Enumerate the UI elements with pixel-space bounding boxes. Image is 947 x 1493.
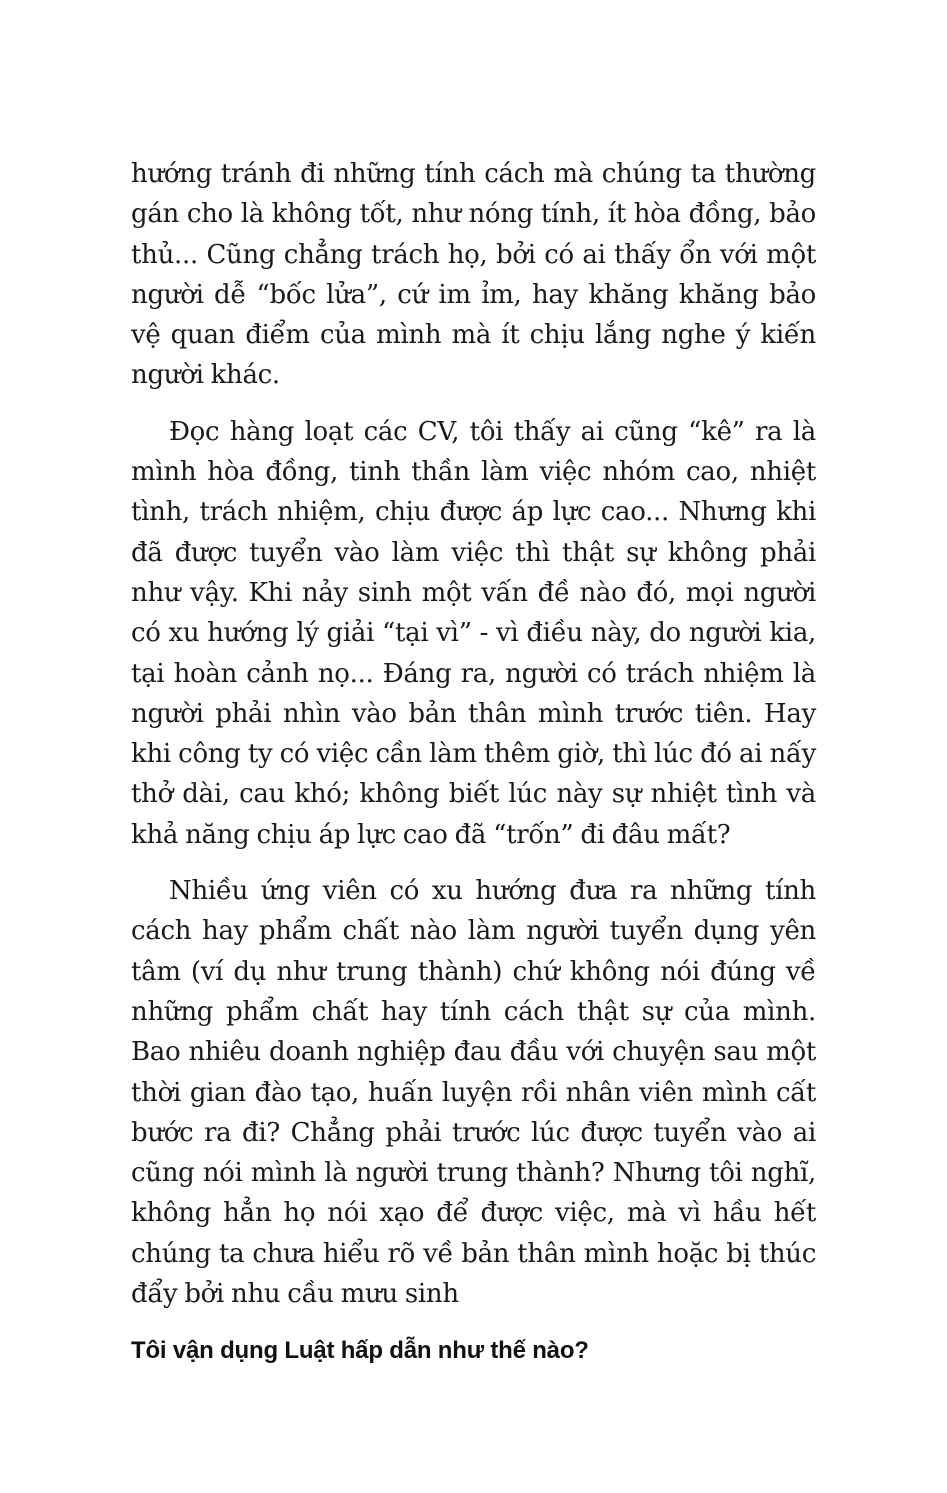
running-footer-title: Tôi vận dụng Luật hấp dẫn như thế nào? [131, 1337, 589, 1364]
paragraph-continuation: hướng tránh đi những tính cách mà chúng ta thường gán cho là không tốt, như nóng tính, ít hòa đồng, bảo thủ... Cũng chẳng trách họ, bởi có ai thấy ổn với một người dễ “bốc lửa”, cứ im ỉm, hay khăng khăng bảo vệ quan điểm của mình mà ít chịu lắng nghe ý kiến người khác. [131, 159, 816, 391]
paragraph-cv-reading: Đọc hàng loạt các CV, tôi thấy ai cũng “kê” ra là mình hòa đồng, tinh thần làm việc nhóm cao, nhiệt tình, trách nhiệm, chịu được áp lực cao... Nhưng khi đã được tuyển vào làm việc thì thật sự không phải như vậy. Khi nảy sinh một vấn đề nào đó, mọi người có xu hướng lý giải “tại vì” - vì điều này, do người kia, tại hoàn cảnh nọ... Đáng ra, người có trách nhiệm là người phải nhìn vào bản thân mình trước tiên. Hay khi công ty có việc cần làm thêm giờ, thì lúc đó ai nấy thở dài, cau khó; không biết lúc này sự nhiệt tình và khả năng chịu áp lực cao đã “trốn” đi đâu mất? [131, 416, 816, 850]
paragraph-candidates: Nhiều ứng viên có xu hướng đưa ra những tính cách hay phẩm chất nào làm người tuyển dụng yên tâm (ví dụ như trung thành) chứ không nói đúng về những phẩm chất hay tính cách thật sự của mình. Bao nhiêu doanh nghiệp đau đầu với chuyện sau một thời gian đào tạo, huấn luyện rồi nhân viên mình cất bước ra đi? Chẳng phải trước lúc được tuyển vào ai cũng nói mình là người trung thành? Nhưng tôi nghĩ, không hẳn họ nói xạo để được việc, mà vì hầu hết chúng ta chưa hiểu rõ về bản thân mình hoặc bị thúc đẩy bởi nhu cầu mưu sinh [131, 876, 816, 1310]
book-page-body [131, 154, 816, 1314]
